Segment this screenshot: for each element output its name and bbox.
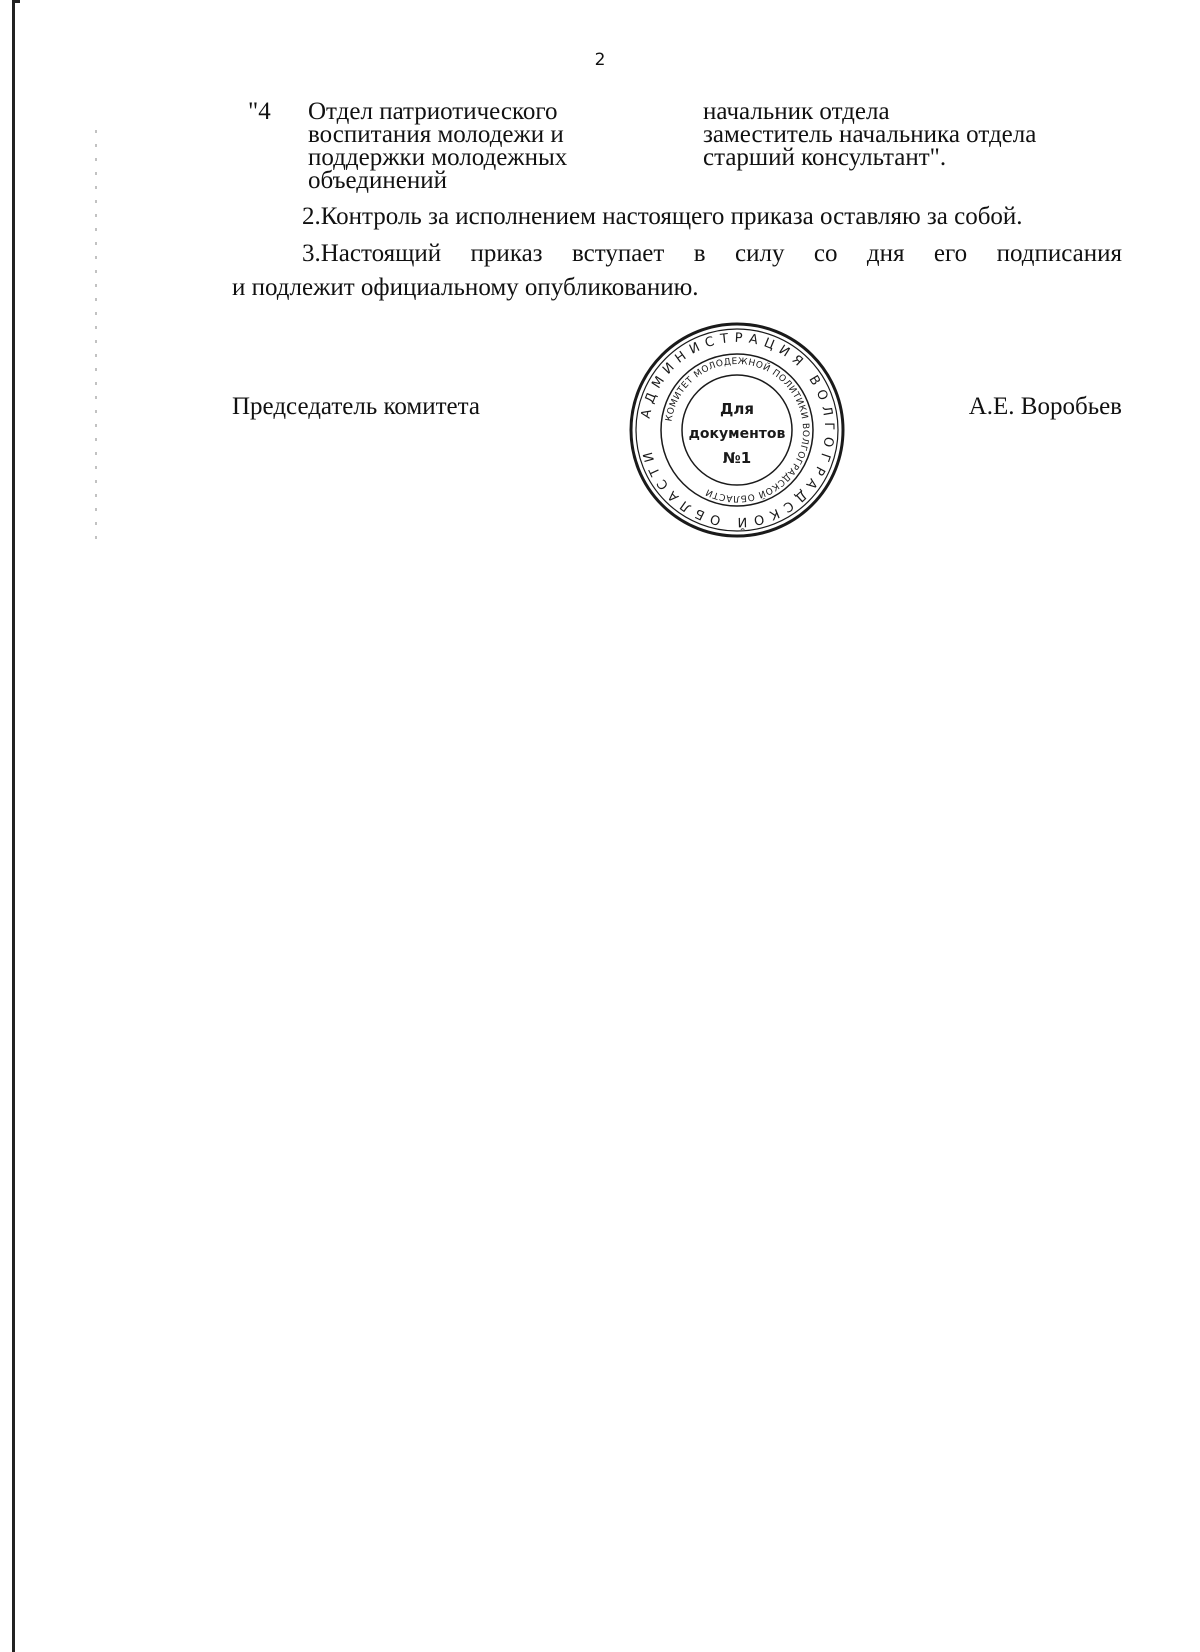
- department-line: поддержки молодежных: [308, 144, 568, 171]
- scan-edge-corner: [12, 0, 20, 3]
- scan-edge-line: [12, 0, 15, 1652]
- signer-title: Председатель комитета: [232, 393, 480, 420]
- seal-center-line2: документов: [688, 426, 786, 442]
- official-seal: [627, 320, 847, 540]
- position-line: старший консультант".: [703, 144, 947, 171]
- paragraph-effect-line: и подлежит официальному опубликованию.: [232, 274, 699, 301]
- seal-center-line3: №1: [722, 449, 752, 467]
- seal-outer-text: АДМИНИСТРАЦИЯ ВОЛГОГРАДСКОЙ ОБЛАСТИ: [638, 330, 837, 530]
- page-number: 2: [594, 50, 606, 70]
- signer-name: А.Е. Воробьев: [968, 393, 1122, 420]
- paragraph-effect: [232, 237, 1122, 305]
- row-number: "4: [248, 98, 271, 125]
- paragraph-effect-line: 3.Настоящий приказ вступает в силу со дня его подписания: [302, 240, 1122, 267]
- scan-margin-dots: [95, 130, 97, 550]
- department-line: воспитания молодежи и: [308, 121, 564, 148]
- department-line: объединений: [308, 167, 448, 194]
- seal-inner-text: КОМИТЕТ МОЛОДЕЖНОЙ ПОЛИТИКИ ВОЛГОГРАДСКОЙ ОБЛАСТИ: [664, 356, 811, 504]
- department-cell: [308, 100, 638, 192]
- department-line: Отдел патриотического: [308, 98, 558, 125]
- position-line: заместитель начальника отдела: [703, 121, 1037, 148]
- paragraph-control: 2.Контроль за исполнением настоящего приказа оставляю за собой.: [302, 203, 1023, 230]
- positions-cell: [703, 100, 1123, 169]
- position-line: начальник отдела: [703, 98, 890, 125]
- seal-center-line1: Для: [720, 400, 754, 418]
